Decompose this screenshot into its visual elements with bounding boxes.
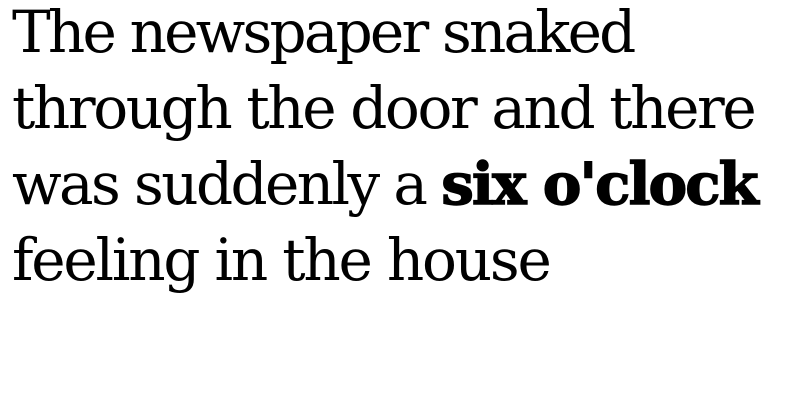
quote-line-1: The newspaper snaked [12, 0, 634, 66]
quote-emphasis: six o'clock [441, 150, 757, 218]
quote-line-2: through the door and there [12, 74, 755, 142]
quote-text [12, 0, 796, 298]
quote-line-3 [12, 146, 796, 222]
quote-line-3-regular: was suddenly a [12, 150, 426, 218]
quote-line-4: feeling in the house [12, 226, 550, 294]
